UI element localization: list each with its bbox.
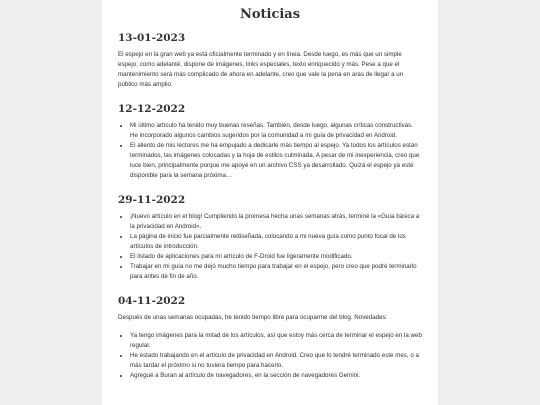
entry-list [118,121,422,181]
list-item: • La página de inicio fue parcialmente rediseñada, colocando a mi nueva guía como punto focal de los artículos de introducción. [130,232,422,252]
list-item: • El aliento de mis lectores me ha empujado a dedicarle más tiempo al espejo. Ya todos los artículos están terminados, las imágenes colocadas y la hoja de estilos culminada. A pesar de mi inexperiencia, creo que luce bien, principalmente porque me apoyé en un archivo CSS ya desarrollado. Quizá el espejo ya esté disponible para la semana próxima… [130,141,422,181]
list-item: • Mi último artículo ha tenido muy buenas reseñas. También, desde luego, algunas críticas constructivas. He incorporado algunos cambios sugeridos por la comunidad a mi guía de privacidad en Android. [130,121,422,141]
list-item: • El listado de aplicaciones para mi artículo de F-Droid fue ligeramente modificado. [130,252,422,262]
list-item: • He estado trabajando en el artículo de privacidad en Android. Creo que lo tendré terminado este mes, o a más tardar el próximo si no tuviera tiempo para hacerlo. [130,351,422,371]
entry-paragraph: El espejo en la gran web ya está oficialmente terminado y en línea. Desde luego, es más que un simple espejo; como adelanté, dispone de imágenes, links especiales, texto enriquecido y más. Pese a que el mantenimiento será más complicado de ahora en adelante, creo que vale la pena en aras de llegar a un público más amplio. [118,51,404,88]
list-item: • ¡Nuevo artículo en el blog! Cumpliendo la promesa hecha unas semanas atrás, terminé la «Guía básica a la privacidad en Android». [130,212,422,232]
list-item: • Agregué a Buran al artículo de navegadores, en la sección de navegadores Gemini. [130,371,422,381]
news-entry [118,193,422,282]
entry-date: 04-11-2022 [118,295,186,307]
entry-list [118,212,422,282]
entry-date: 12-12-2022 [118,103,186,115]
entry-date: 13-01-2023 [118,32,186,44]
entry-date: 29-11-2022 [118,194,186,206]
list-item: • Trabajar en mi guía no me dejó mucho tiempo para trabajar en el espejo, pero creo que podré terminarlo para antes de fin de año. [130,262,422,282]
news-content [102,0,438,381]
entry-list [118,331,422,381]
entry-paragraph: Después de unas semanas ocupadas, he tenido tiempo libre para ocuparme del blog. Novedades: [118,314,388,321]
page-title: Noticias [239,7,301,22]
news-entry [118,294,422,381]
list-item: • Ya tengo imágenes para la mitad de los artículos, así que estoy más cerca de terminar el espejo en la web regular. [130,331,422,351]
news-entry [118,31,422,90]
page-container [102,0,438,405]
news-entry [118,102,422,181]
